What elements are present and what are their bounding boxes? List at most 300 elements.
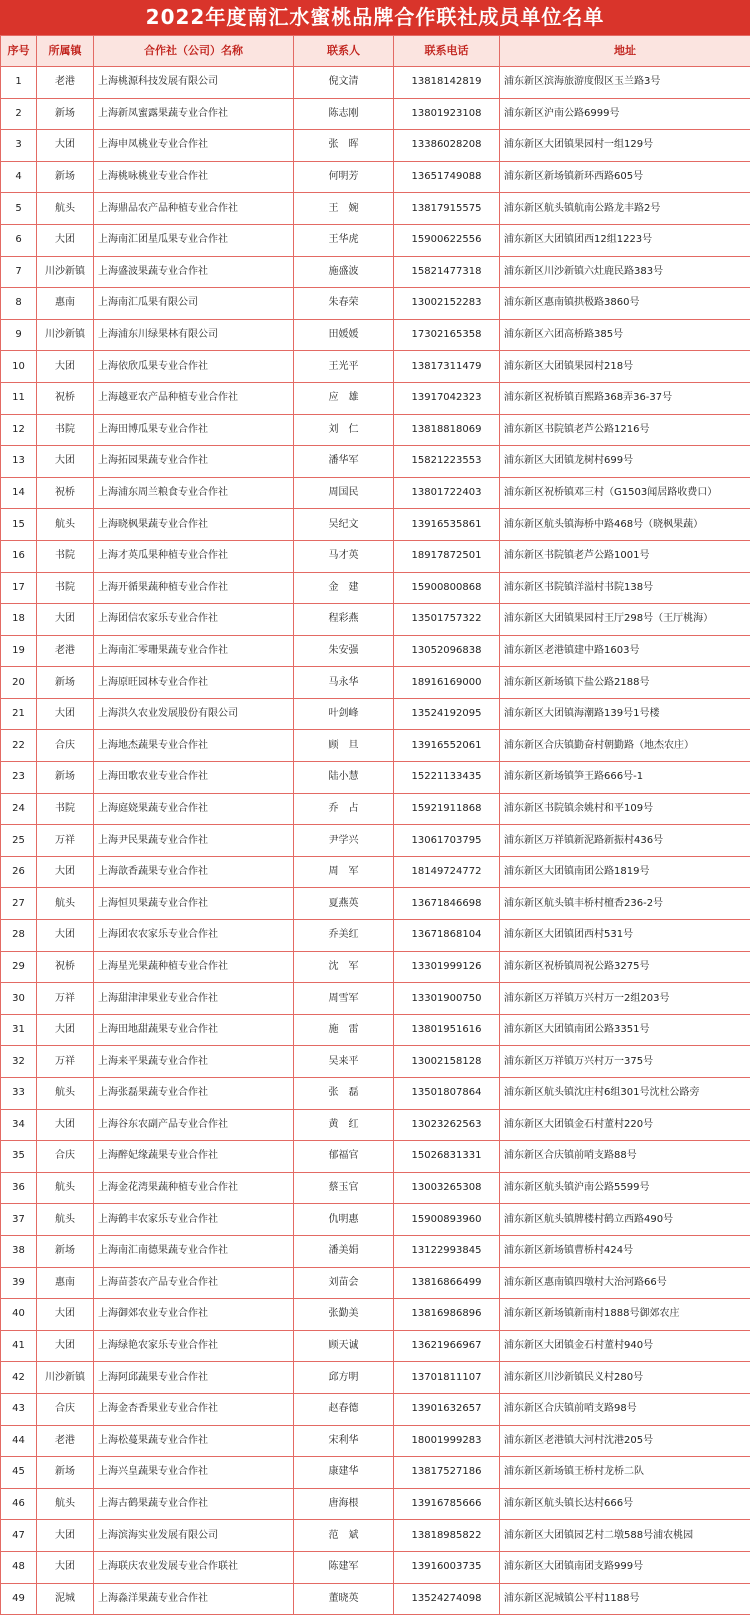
table-row — [1, 1551, 750, 1583]
row-phone: 13817527186 — [394, 1457, 500, 1489]
row-contact: 唐海根 — [294, 1488, 394, 1520]
row-coop-name: 上海绿艳农家乐专业合作社 — [94, 1330, 294, 1362]
row-phone: 13817915575 — [394, 193, 500, 225]
table-row — [1, 67, 750, 99]
row-town: 祝桥 — [37, 382, 94, 414]
table-row — [1, 477, 750, 509]
row-index: 37 — [1, 1204, 37, 1236]
row-address: 浦东新区泥城镇公平村1188号 — [500, 1583, 750, 1615]
row-coop-name: 上海原旺园林专业合作社 — [94, 667, 294, 699]
row-index: 16 — [1, 540, 37, 572]
row-phone: 13801951616 — [394, 1014, 500, 1046]
row-contact: 顾天诚 — [294, 1330, 394, 1362]
row-contact: 赵春德 — [294, 1393, 394, 1425]
row-town: 书院 — [37, 540, 94, 572]
row-town: 川沙新镇 — [37, 1362, 94, 1394]
row-town: 航头 — [37, 1488, 94, 1520]
row-coop-name: 上海鹤丰农家乐专业合作社 — [94, 1204, 294, 1236]
row-town: 惠南 — [37, 288, 94, 320]
row-coop-name: 上海星光果蔬种植专业合作社 — [94, 951, 294, 983]
row-town: 大团 — [37, 130, 94, 162]
row-coop-name: 上海晓枫果蔬专业合作社 — [94, 509, 294, 541]
row-phone: 13651749088 — [394, 161, 500, 193]
row-address: 浦东新区祝桥镇周祝公路3275号 — [500, 951, 750, 983]
row-contact: 张勤美 — [294, 1299, 394, 1331]
row-town: 书院 — [37, 414, 94, 446]
row-index: 24 — [1, 793, 37, 825]
row-contact: 吴来平 — [294, 1046, 394, 1078]
row-contact: 沈 军 — [294, 951, 394, 983]
row-index: 13 — [1, 446, 37, 478]
row-town: 大团 — [37, 604, 94, 636]
row-address: 浦东新区六团高桥路385号 — [500, 319, 750, 351]
table-row — [1, 1078, 750, 1110]
row-address: 浦东新区大团镇果园村王厅298号（王厅桃海） — [500, 604, 750, 636]
row-town: 书院 — [37, 793, 94, 825]
row-town: 大团 — [37, 446, 94, 478]
row-index: 11 — [1, 382, 37, 414]
table-row — [1, 983, 750, 1015]
row-coop-name: 上海苗荟农产品专业合作社 — [94, 1267, 294, 1299]
row-contact: 王 婉 — [294, 193, 394, 225]
table-row — [1, 951, 750, 983]
row-contact: 刘苗会 — [294, 1267, 394, 1299]
row-town: 新场 — [37, 1457, 94, 1489]
row-index: 6 — [1, 224, 37, 256]
table-row — [1, 1141, 750, 1173]
row-address: 浦东新区惠南镇拱极路3860号 — [500, 288, 750, 320]
row-coop-name: 上海御郊农业专业合作社 — [94, 1299, 294, 1331]
row-phone: 13023262563 — [394, 1109, 500, 1141]
row-phone: 13818818069 — [394, 414, 500, 446]
row-town: 大团 — [37, 1109, 94, 1141]
row-coop-name: 上海阿邱蔬果专业合作社 — [94, 1362, 294, 1394]
row-address: 浦东新区大团镇南团公路3351号 — [500, 1014, 750, 1046]
row-index: 8 — [1, 288, 37, 320]
row-coop-name: 上海田博瓜果专业合作社 — [94, 414, 294, 446]
table-row — [1, 730, 750, 762]
row-address: 浦东新区航头镇长达村666号 — [500, 1488, 750, 1520]
row-town: 航头 — [37, 1078, 94, 1110]
table-row — [1, 667, 750, 699]
table-header-row — [1, 36, 750, 67]
row-contact: 乔美红 — [294, 920, 394, 952]
row-address: 浦东新区新场镇新南村1888号御郊农庄 — [500, 1299, 750, 1331]
row-phone: 13061703795 — [394, 825, 500, 857]
row-town: 老港 — [37, 635, 94, 667]
row-address: 浦东新区航头镇航南公路龙丰路2号 — [500, 193, 750, 225]
row-index: 12 — [1, 414, 37, 446]
row-address: 浦东新区大团镇金石村董村220号 — [500, 1109, 750, 1141]
row-phone: 15900800868 — [394, 572, 500, 604]
table-body — [1, 67, 750, 1615]
row-address: 浦东新区大团镇南团支路999号 — [500, 1551, 750, 1583]
row-address: 浦东新区书院镇老芦公路1216号 — [500, 414, 750, 446]
table-row — [1, 224, 750, 256]
table-row — [1, 161, 750, 193]
row-coop-name: 上海联庆农业发展专业合作联社 — [94, 1551, 294, 1583]
row-town: 合庆 — [37, 1393, 94, 1425]
row-contact: 周 军 — [294, 856, 394, 888]
row-index: 7 — [1, 256, 37, 288]
table-row — [1, 1267, 750, 1299]
row-phone: 13916785666 — [394, 1488, 500, 1520]
row-coop-name: 上海古鹤果蔬专业合作社 — [94, 1488, 294, 1520]
row-index: 26 — [1, 856, 37, 888]
row-phone: 15921911868 — [394, 793, 500, 825]
table-row — [1, 1046, 750, 1078]
row-address: 浦东新区新场镇曹桥村424号 — [500, 1235, 750, 1267]
table-row — [1, 319, 750, 351]
row-coop-name: 上海拓园果蔬专业合作社 — [94, 446, 294, 478]
table-row — [1, 1583, 750, 1615]
row-coop-name: 上海兴皇蔬果专业合作社 — [94, 1457, 294, 1489]
row-index: 22 — [1, 730, 37, 762]
row-index: 10 — [1, 351, 37, 383]
row-town: 祝桥 — [37, 477, 94, 509]
row-phone: 13003265308 — [394, 1172, 500, 1204]
row-contact: 郁福官 — [294, 1141, 394, 1173]
header-address: 地址 — [500, 36, 750, 67]
table-row — [1, 1299, 750, 1331]
row-phone: 15900893960 — [394, 1204, 500, 1236]
row-town: 大团 — [37, 1330, 94, 1362]
row-town: 大团 — [37, 1299, 94, 1331]
row-coop-name: 上海洪久农业发展股份有限公司 — [94, 698, 294, 730]
row-phone: 15821477318 — [394, 256, 500, 288]
page-title: 2022年度南汇水蜜桃品牌合作联社成员单位名单 — [0, 0, 750, 35]
row-phone: 13671868104 — [394, 920, 500, 952]
row-index: 14 — [1, 477, 37, 509]
row-phone: 13917042323 — [394, 382, 500, 414]
row-index: 27 — [1, 888, 37, 920]
row-town: 祝桥 — [37, 951, 94, 983]
row-contact: 康建华 — [294, 1457, 394, 1489]
row-address: 浦东新区新场镇下盐公路2188号 — [500, 667, 750, 699]
row-coop-name: 上海团农农家乐专业合作社 — [94, 920, 294, 952]
row-coop-name: 上海依欣瓜果专业合作社 — [94, 351, 294, 383]
table-row — [1, 98, 750, 130]
row-phone: 13002158128 — [394, 1046, 500, 1078]
row-contact: 宋利华 — [294, 1425, 394, 1457]
table-row — [1, 1520, 750, 1552]
row-contact: 王华虎 — [294, 224, 394, 256]
row-town: 老港 — [37, 67, 94, 99]
row-town: 航头 — [37, 193, 94, 225]
row-address: 浦东新区航头镇丰桥村檀香236-2号 — [500, 888, 750, 920]
row-coop-name: 上海浦东川绿果林有限公司 — [94, 319, 294, 351]
row-address: 浦东新区书院镇余姚村和平109号 — [500, 793, 750, 825]
row-index: 19 — [1, 635, 37, 667]
table-row — [1, 1488, 750, 1520]
row-index: 46 — [1, 1488, 37, 1520]
row-town: 新场 — [37, 667, 94, 699]
table-row — [1, 351, 750, 383]
row-town: 新场 — [37, 98, 94, 130]
row-town: 大团 — [37, 698, 94, 730]
row-index: 35 — [1, 1141, 37, 1173]
table-row — [1, 1457, 750, 1489]
row-phone: 13901632657 — [394, 1393, 500, 1425]
row-contact: 施 雷 — [294, 1014, 394, 1046]
row-contact: 王光平 — [294, 351, 394, 383]
row-coop-name: 上海桃源科技发展有限公司 — [94, 67, 294, 99]
row-phone: 13524192095 — [394, 698, 500, 730]
row-coop-name: 上海田地甜蔬果专业合作社 — [94, 1014, 294, 1046]
table-row — [1, 288, 750, 320]
header-contact: 联系人 — [294, 36, 394, 67]
row-phone: 18149724772 — [394, 856, 500, 888]
row-index: 9 — [1, 319, 37, 351]
table-row — [1, 256, 750, 288]
row-contact: 马才英 — [294, 540, 394, 572]
row-contact: 何明芳 — [294, 161, 394, 193]
row-address: 浦东新区新场镇王桥村龙桥二队 — [500, 1457, 750, 1489]
table-row — [1, 1014, 750, 1046]
row-contact: 陆小慧 — [294, 762, 394, 794]
row-contact: 刘 仁 — [294, 414, 394, 446]
row-coop-name: 上海团信农家乐专业合作社 — [94, 604, 294, 636]
table-row — [1, 1172, 750, 1204]
row-town: 万祥 — [37, 1046, 94, 1078]
table-row — [1, 1235, 750, 1267]
row-index: 29 — [1, 951, 37, 983]
row-contact: 乔 占 — [294, 793, 394, 825]
row-index: 5 — [1, 193, 37, 225]
table-row — [1, 1425, 750, 1457]
row-town: 新场 — [37, 161, 94, 193]
row-contact: 朱春荣 — [294, 288, 394, 320]
row-address: 浦东新区合庆镇前哨支路98号 — [500, 1393, 750, 1425]
row-contact: 陈建军 — [294, 1551, 394, 1583]
row-index: 43 — [1, 1393, 37, 1425]
row-index: 42 — [1, 1362, 37, 1394]
row-index: 38 — [1, 1235, 37, 1267]
row-index: 45 — [1, 1457, 37, 1489]
row-phone: 15821223553 — [394, 446, 500, 478]
row-index: 3 — [1, 130, 37, 162]
row-address: 浦东新区沪南公路6999号 — [500, 98, 750, 130]
row-coop-name: 上海滨海实业发展有限公司 — [94, 1520, 294, 1552]
row-address: 浦东新区万祥镇新泥路新振村436号 — [500, 825, 750, 857]
header-coop-name: 合作社（公司）名称 — [94, 36, 294, 67]
table-row — [1, 130, 750, 162]
row-phone: 13816986896 — [394, 1299, 500, 1331]
row-address: 浦东新区航头镇沈庄村6组301号沈杜公路旁 — [500, 1078, 750, 1110]
row-address: 浦东新区川沙新镇六灶鹿民路383号 — [500, 256, 750, 288]
row-contact: 周国民 — [294, 477, 394, 509]
table-row — [1, 604, 750, 636]
row-coop-name: 上海地杰蔬果专业合作社 — [94, 730, 294, 762]
row-coop-name: 上海才英瓜果种植专业合作社 — [94, 540, 294, 572]
row-coop-name: 上海田歌农业专业合作社 — [94, 762, 294, 794]
row-address: 浦东新区川沙新镇民义村280号 — [500, 1362, 750, 1394]
table-row — [1, 193, 750, 225]
table-row — [1, 572, 750, 604]
row-contact: 陈志刚 — [294, 98, 394, 130]
row-address: 浦东新区祝桥镇百熙路368弄36-37号 — [500, 382, 750, 414]
row-coop-name: 上海恒贝果蔬专业合作社 — [94, 888, 294, 920]
row-contact: 周雪军 — [294, 983, 394, 1015]
row-address: 浦东新区合庆镇前哨支路88号 — [500, 1141, 750, 1173]
table-row — [1, 888, 750, 920]
table-row — [1, 446, 750, 478]
row-town: 大团 — [37, 224, 94, 256]
row-phone: 13818142819 — [394, 67, 500, 99]
row-coop-name: 上海庭娆果蔬专业合作社 — [94, 793, 294, 825]
row-phone: 13501807864 — [394, 1078, 500, 1110]
row-index: 4 — [1, 161, 37, 193]
row-coop-name: 上海歆香蔬果专业合作社 — [94, 856, 294, 888]
row-address: 浦东新区合庆镇勤奋村朝勤路（地杰农庄） — [500, 730, 750, 762]
row-phone: 18001999283 — [394, 1425, 500, 1457]
header-phone: 联系电话 — [394, 36, 500, 67]
row-address: 浦东新区大团镇龙树村699号 — [500, 446, 750, 478]
row-address: 浦东新区新场镇笋王路666号-1 — [500, 762, 750, 794]
row-coop-name: 上海尹民果蔬专业合作社 — [94, 825, 294, 857]
row-coop-name: 上海越亚农产品种植专业合作社 — [94, 382, 294, 414]
row-index: 32 — [1, 1046, 37, 1078]
row-phone: 13002152283 — [394, 288, 500, 320]
row-town: 书院 — [37, 572, 94, 604]
row-coop-name: 上海南汇零珊果蔬专业合作社 — [94, 635, 294, 667]
row-town: 大团 — [37, 1551, 94, 1583]
row-coop-name: 上海浦东周兰粮食专业合作社 — [94, 477, 294, 509]
row-contact: 应 雄 — [294, 382, 394, 414]
row-index: 33 — [1, 1078, 37, 1110]
table-row — [1, 414, 750, 446]
row-contact: 邱方明 — [294, 1362, 394, 1394]
row-contact: 朱安强 — [294, 635, 394, 667]
row-town: 大团 — [37, 351, 94, 383]
row-phone: 13816866499 — [394, 1267, 500, 1299]
row-address: 浦东新区万祥镇万兴村万一375号 — [500, 1046, 750, 1078]
row-town: 大团 — [37, 856, 94, 888]
row-contact: 张 晖 — [294, 130, 394, 162]
row-town: 惠南 — [37, 1267, 94, 1299]
row-index: 39 — [1, 1267, 37, 1299]
row-contact: 蔡玉官 — [294, 1172, 394, 1204]
row-coop-name: 上海申凤桃业专业合作社 — [94, 130, 294, 162]
row-phone: 13916552061 — [394, 730, 500, 762]
table-row — [1, 540, 750, 572]
row-coop-name: 上海鼎品农产品种植专业合作社 — [94, 193, 294, 225]
row-phone: 13818985822 — [394, 1520, 500, 1552]
row-index: 47 — [1, 1520, 37, 1552]
row-index: 31 — [1, 1014, 37, 1046]
row-coop-name: 上海张磊果蔬专业合作社 — [94, 1078, 294, 1110]
table-row — [1, 856, 750, 888]
row-coop-name: 上海谷东农副产品专业合作社 — [94, 1109, 294, 1141]
row-contact: 叶剑峰 — [294, 698, 394, 730]
row-phone: 15026831331 — [394, 1141, 500, 1173]
row-town: 万祥 — [37, 983, 94, 1015]
table-row — [1, 762, 750, 794]
row-index: 21 — [1, 698, 37, 730]
row-address: 浦东新区大团镇南团公路1819号 — [500, 856, 750, 888]
row-index: 36 — [1, 1172, 37, 1204]
row-index: 2 — [1, 98, 37, 130]
member-table — [0, 35, 750, 1615]
row-coop-name: 上海淼洋果蔬专业合作社 — [94, 1583, 294, 1615]
row-phone: 13524274098 — [394, 1583, 500, 1615]
table-row — [1, 635, 750, 667]
row-address: 浦东新区大团镇团西村531号 — [500, 920, 750, 952]
row-address: 浦东新区滨海旅游度假区玉兰路3号 — [500, 67, 750, 99]
row-address: 浦东新区大团镇园艺村二墩588号浦农桃园 — [500, 1520, 750, 1552]
row-phone: 15221133435 — [394, 762, 500, 794]
row-town: 合庆 — [37, 730, 94, 762]
row-phone: 13916003735 — [394, 1551, 500, 1583]
row-index: 23 — [1, 762, 37, 794]
row-contact: 金 建 — [294, 572, 394, 604]
row-address: 浦东新区航头镇牌楼村鹤立西路490号 — [500, 1204, 750, 1236]
row-phone: 13301900750 — [394, 983, 500, 1015]
row-town: 大团 — [37, 1520, 94, 1552]
row-index: 40 — [1, 1299, 37, 1331]
header-index: 序号 — [1, 36, 37, 67]
row-town: 万祥 — [37, 825, 94, 857]
row-contact: 顾 旦 — [294, 730, 394, 762]
row-contact: 吴纪文 — [294, 509, 394, 541]
table-row — [1, 1330, 750, 1362]
row-index: 1 — [1, 67, 37, 99]
row-address: 浦东新区惠南镇四墩村大治河路66号 — [500, 1267, 750, 1299]
row-phone: 17302165358 — [394, 319, 500, 351]
row-phone: 13122993845 — [394, 1235, 500, 1267]
row-contact: 仇明惠 — [294, 1204, 394, 1236]
row-contact: 尹学兴 — [294, 825, 394, 857]
row-phone: 13621966967 — [394, 1330, 500, 1362]
row-coop-name: 上海金杏香果业专业合作社 — [94, 1393, 294, 1425]
row-contact: 范 斌 — [294, 1520, 394, 1552]
row-contact: 黄 红 — [294, 1109, 394, 1141]
row-coop-name: 上海甜津津果业专业合作社 — [94, 983, 294, 1015]
table-row — [1, 1109, 750, 1141]
row-index: 17 — [1, 572, 37, 604]
row-contact: 张 磊 — [294, 1078, 394, 1110]
row-phone: 13817311479 — [394, 351, 500, 383]
row-town: 新场 — [37, 762, 94, 794]
row-index: 44 — [1, 1425, 37, 1457]
row-coop-name: 上海南汇团星瓜果专业合作社 — [94, 224, 294, 256]
row-contact: 潘华军 — [294, 446, 394, 478]
row-coop-name: 上海醉妃缘蔬果专业合作社 — [94, 1141, 294, 1173]
row-address: 浦东新区大团镇团西12组1223号 — [500, 224, 750, 256]
row-phone: 13671846698 — [394, 888, 500, 920]
row-town: 泥城 — [37, 1583, 94, 1615]
row-contact: 夏燕英 — [294, 888, 394, 920]
row-phone: 18916169000 — [394, 667, 500, 699]
row-address: 浦东新区大团镇果园村一组129号 — [500, 130, 750, 162]
row-phone: 13501757322 — [394, 604, 500, 636]
table-row — [1, 382, 750, 414]
row-coop-name: 上海南汇瓜果有限公司 — [94, 288, 294, 320]
table-row — [1, 920, 750, 952]
row-address: 浦东新区祝桥镇邓三村（G1503闻居路收费口） — [500, 477, 750, 509]
row-coop-name: 上海南汇南德果蔬专业合作社 — [94, 1235, 294, 1267]
row-contact: 施盛波 — [294, 256, 394, 288]
row-town: 航头 — [37, 1172, 94, 1204]
row-index: 25 — [1, 825, 37, 857]
row-index: 41 — [1, 1330, 37, 1362]
row-index: 28 — [1, 920, 37, 952]
table-row — [1, 793, 750, 825]
row-coop-name: 上海新凤蜜露果蔬专业合作社 — [94, 98, 294, 130]
row-town: 航头 — [37, 888, 94, 920]
row-town: 川沙新镇 — [37, 319, 94, 351]
row-address: 浦东新区老港镇建中路1603号 — [500, 635, 750, 667]
